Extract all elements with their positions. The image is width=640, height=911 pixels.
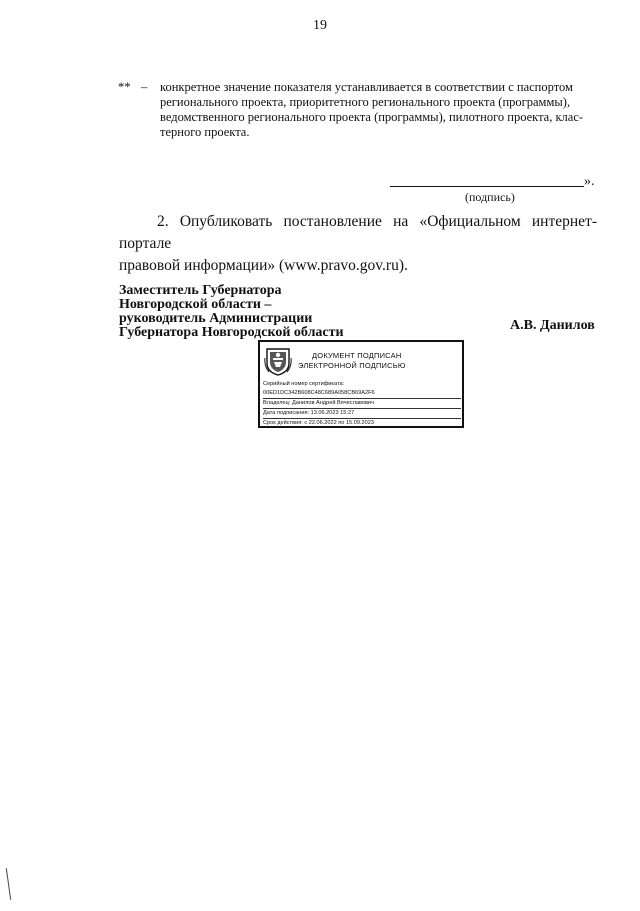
stamp-title-line: ЭЛЕКТРОННОЙ ПОДПИСЬЮ — [298, 361, 406, 370]
official-position-line: Новгородской области – — [119, 297, 272, 312]
footnote-marker: ** — [118, 80, 131, 94]
item-2-line: правовой информации» (www.pravo.gov.ru). — [119, 257, 408, 274]
official-position-line: руководитель Администрации — [119, 311, 313, 326]
stamp-signed-date: Дата подписания: 13.06.2023 15:27 — [263, 408, 461, 418]
stamp-title-line: ДОКУМЕНТ ПОДПИСАН — [312, 351, 402, 360]
official-position — [119, 284, 344, 340]
coat-of-arms-icon — [264, 346, 292, 376]
footnote-line: терного проекта. — [160, 125, 250, 139]
stamp-validity: Срок действия: с 22.06.2022 по 15.09.2023 — [263, 418, 461, 428]
signature-line — [390, 186, 584, 187]
item-2-line: 2. Опубликовать постановление на «Официальном интернет-портале — [119, 213, 597, 252]
electronic-signature-stamp — [258, 340, 464, 428]
page-number: 19 — [313, 18, 327, 33]
signature-caption: (подпись) — [465, 190, 515, 204]
official-position-line: Заместитель Губернатора — [119, 283, 282, 298]
footnote-line: конкретное значение показателя устанавливается в соответствии с паспортом — [160, 80, 573, 94]
footnote-dash: – — [141, 80, 148, 94]
footnote-line: ведомственного регионального проекта (программы), пилотного проекта, клас- — [160, 110, 584, 124]
stamp-owner: Владелец: Данилов Андрей Вячеславович — [263, 398, 461, 408]
stamp-cert-serial-label: Серийный номер сертификата: — [263, 381, 345, 387]
stamp-cert-serial: 00ED1DC342B608C48C689A058CB69A2F6 — [263, 390, 375, 396]
scan-edge-mark — [6, 868, 11, 900]
stamp-details — [263, 380, 461, 428]
official-name: А.В. Данилов — [510, 318, 595, 333]
stamp-title — [298, 351, 462, 371]
signature-closing-quote: ». — [584, 174, 595, 189]
footnote-text — [160, 80, 590, 140]
footnote-line: регионального проекта, приоритетного регионального проекта (программы), — [160, 95, 571, 109]
official-position-line: Губернатора Новгородской области — [119, 325, 344, 340]
item-2-paragraph — [119, 211, 597, 277]
